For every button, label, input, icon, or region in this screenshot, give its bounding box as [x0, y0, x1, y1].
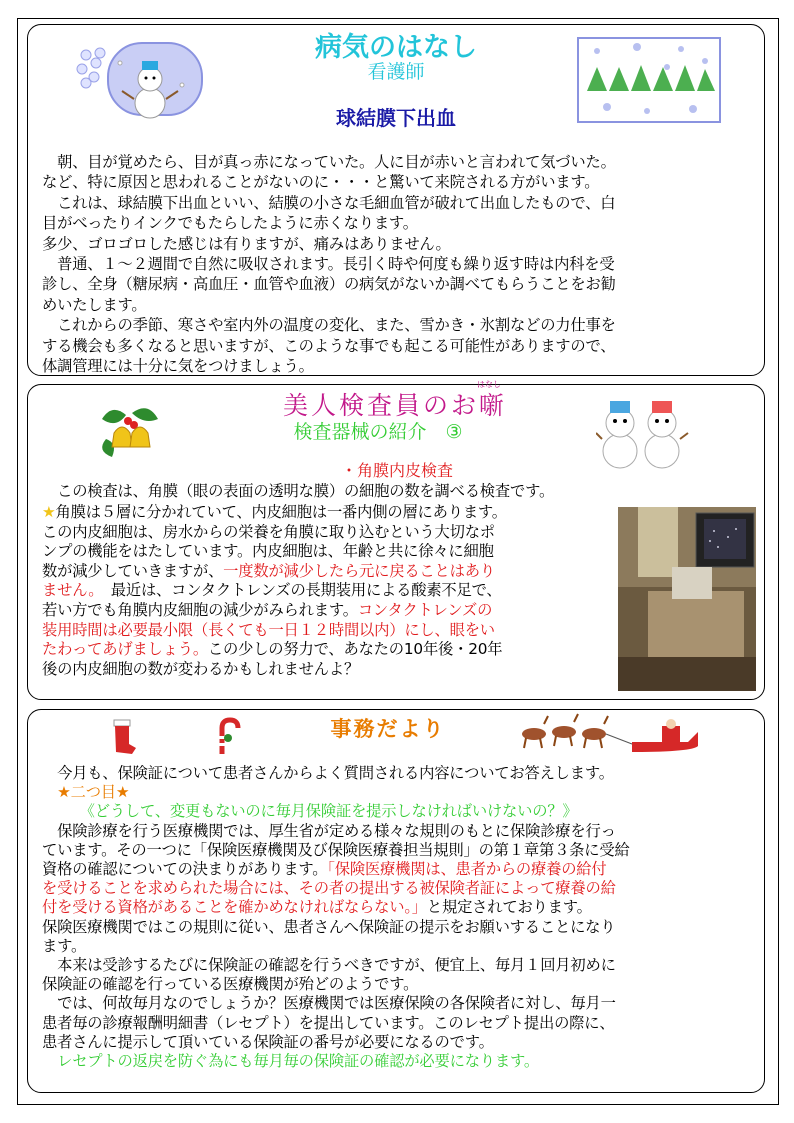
text-segment: 付を受ける資格があることを確かめなければならない。」 [42, 898, 427, 917]
text-line [42, 994, 756, 1013]
text-line: 朝、目が覚めたら、目が真っ赤になっていた。人に目が赤いと言われて気づいた。 [42, 153, 616, 171]
section-title: 美人検査員のお噺 [282, 391, 507, 420]
text-segment: と規定されております。 [426, 898, 592, 917]
text-line [42, 581, 622, 601]
illness-body [42, 152, 756, 376]
text-line: 体調管理には十分に気をつけましょう。 [42, 357, 314, 376]
text-line: 普通、１～２週間で自然に吸収されます。長引く時や何度も繰り返す時は内科を受 [42, 255, 615, 274]
text-line [42, 898, 756, 917]
text-line [42, 783, 756, 802]
text-line: など、特に原因と思われることがないのに・・・と驚いて来院される方がいます。 [42, 173, 600, 192]
text-line [42, 975, 756, 994]
text-segment: ません。 [42, 581, 96, 600]
snowy-trees-icon [577, 37, 721, 123]
text-line [42, 918, 756, 937]
text-line [42, 503, 622, 523]
text-segment: 装用時間は必要最小限（長くても一日１２時間以内）にし、眼をい [42, 620, 495, 639]
inspector-talk-box [27, 380, 765, 700]
text-line [42, 621, 622, 641]
text-line [42, 764, 756, 783]
text-segment: レセプトの返戻を防ぐ為にも毎月毎の保険証の確認が必要になります。 [42, 1052, 539, 1071]
cornea-body [42, 503, 622, 679]
text-segment: 角膜は５層に分かれていて、内皮細胞は一番内側の層にあります。 [55, 503, 507, 521]
text-segment: 保険証の確認を行っている医療機関が殆どのようです。 [42, 975, 419, 994]
text-line [42, 601, 622, 621]
candy-cane-icon [214, 716, 242, 756]
text-segment: 資格の確認についての決まりがあります。 [42, 860, 328, 879]
text-line [42, 660, 622, 680]
stocking-icon [110, 718, 138, 756]
cornea-machine-photo [618, 507, 756, 691]
text-segment: では、何故毎月なのでしょうか？医療機関では医療保険の各保険者に対し、毎月一 [42, 994, 616, 1013]
text-segment: 患者さんに提示して頂いている保険証の番号が必要になるのです。 [42, 1032, 494, 1051]
text-segment: たわってあげましょう。 [42, 640, 208, 659]
text-line: 診し、全身（糖尿病・高血圧・血管や血液）の病気がないか調べてもらうことをお勧 [42, 275, 616, 294]
topic-title: 球結膜下出血 [336, 106, 456, 130]
text-segment: 数が減少していきますが、 [42, 561, 224, 580]
topic-title: ・角膜内皮検査 [340, 461, 453, 480]
text-line [42, 879, 756, 898]
text-line [42, 1014, 756, 1033]
reindeer-sleigh-icon [512, 712, 704, 756]
section-title: 病気のはなし [315, 32, 477, 63]
intro-line: この検査は、角膜（眼の表面の透明な膜）の細胞の数を調べる検査です。 [42, 482, 555, 500]
section-title: 事務だより [330, 716, 446, 741]
text-segment: 一度数が減少したら元に戻ることはあり [223, 561, 495, 580]
illness-talk-box [27, 24, 765, 376]
text-segment: ンプの機能をはたしています。内皮細胞は、年齢と共に徐々に細胞 [42, 542, 494, 561]
text-segment: 最近は、コンタクトレンズの長期装用による酸素不足で、 [95, 581, 502, 600]
text-line [42, 802, 756, 821]
text-line: する機会も多くなると思いますが、このような事でも起こる可能性がありますので、 [42, 336, 616, 355]
snowmen-icon [596, 389, 690, 471]
section-subtitle: 看護師 [367, 61, 425, 83]
text-line: これからの季節、寒さや室内外の温度の変化、また、雪かき・氷割などの力仕事を [42, 316, 616, 335]
text-line [42, 822, 756, 841]
text-line: めいたします。 [42, 295, 147, 314]
text-segment: 「保険医療機関は、患者からの療養の給付 [327, 860, 607, 879]
text-line [42, 562, 622, 582]
text-segment: 後の内皮細胞の数が変わるかもしれませんよ？ [42, 659, 360, 678]
text-line [42, 860, 756, 879]
holly-bells-icon [92, 399, 166, 461]
text-line [42, 937, 756, 956]
text-line [42, 523, 622, 543]
text-segment: 患者毎の診療報酬明細書（レセプト）を提出しています。このレセプト提出の際に、 [42, 1013, 615, 1032]
text-segment: この少しの努力で、あなたの10年後・20年 [207, 640, 503, 659]
text-segment: 本来は受診するたびに保険証の確認を行うべきですが、便宜上、毎月１回月初めに [42, 956, 616, 975]
text-segment: ます。 [42, 936, 87, 955]
text-segment: 《どうして、変更もないのに毎月保険証を提示しなければいけないの？》 [42, 802, 578, 821]
section-subtitle: 検査器械の紹介 ③ [293, 421, 463, 443]
text-line [42, 1052, 756, 1071]
snowman-icon [72, 41, 207, 119]
text-segment: 保険医療機関ではこの規則に従い、患者さんへ保険証の提示をお願いすることになり [42, 917, 616, 936]
text-segment: コンタクトレンズの [357, 600, 493, 619]
text-segment: この内皮細胞は、房水からの栄養を角膜に取り込むという大切なポ [42, 522, 495, 541]
text-line [42, 956, 756, 975]
inspector-ruby: はなし [477, 380, 501, 389]
text-line [42, 542, 622, 562]
text-segment: を受けることを求められた場合には、その者の提出する被保険者証によって療養の給 [42, 879, 616, 898]
text-segment: 保険診療を行う医療機関では、厚生省が定める様々な規則のもとに保険診療を行っ [42, 821, 616, 840]
text-line: 多少、ゴロゴロした感じは有りますが、痛みはありません。 [42, 234, 451, 253]
text-line: これは、球結膜下出血といい、結膜の小さな毛細血管が破れて出血したもので、白 [42, 193, 616, 212]
text-line [42, 640, 622, 660]
text-line [42, 841, 756, 860]
text-line [42, 1033, 756, 1052]
text-segment: 若い方でも角膜内皮細胞の減少がみられます。 [42, 600, 358, 619]
text-segment: 今月も、保険証について患者さんからよく質問される内容についてお答えします。 [42, 764, 614, 782]
text-segment: ています。その一つに「保険医療機関及び保険医療養担当規則」の第１章第３条に受給 [42, 840, 630, 859]
text-line: 目がべったりインクでもたらしたように赤くなります。 [42, 214, 418, 233]
office-body [42, 764, 756, 1071]
star-icon: ★ [42, 503, 56, 521]
text-segment: ★二つ目★ [42, 783, 130, 802]
office-news-box [27, 709, 765, 1093]
